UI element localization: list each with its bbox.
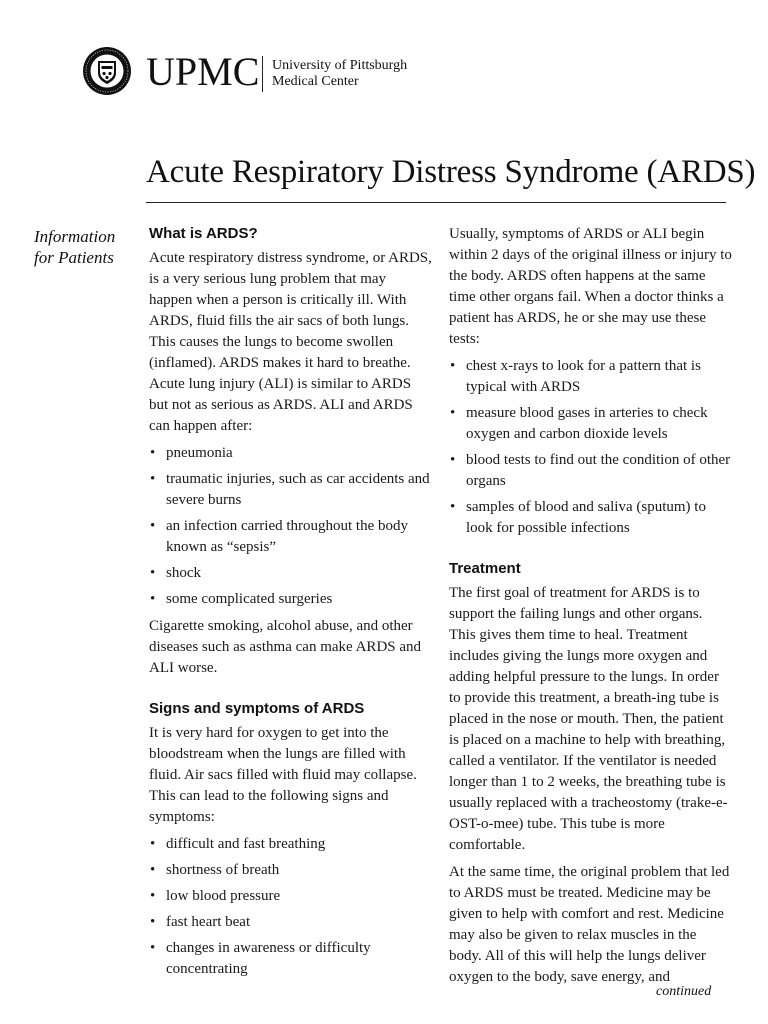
treatment-paragraph: The first goal of treatment for ARDS is to support the failing lungs and other organs. This gives them time to heal. Treatment includes giving the lungs more oxygen and adding helpful pressure to the lungs. In order to provide this treatment, a breath-ing tube is placed in the nose or mouth. Then, the patient is placed on a machine to help with breathing, called a ventilator. If the ventilator is needed longer than 1 to 2 weeks, the breathing tube is usually replaced with a tracheostomy (trake-e-OST-o-mee) tube. This tube is more comfortable.: [449, 585, 728, 853]
brand-subtitle: [272, 58, 407, 90]
brand-subtitle-line2: Medical Center: [272, 74, 359, 89]
upmc-seal-logo: [82, 46, 132, 96]
brand-divider: [262, 56, 263, 92]
list-item: • samples of blood and saliva (sputum) to look for possible infections: [449, 497, 732, 539]
list-item: • pneumonia: [149, 443, 432, 464]
list-item: • shock: [149, 563, 432, 584]
what-is-ards-heading: What is ARDS?: [149, 225, 258, 242]
list-item: • difficult and fast breathing: [149, 834, 432, 855]
list-item: • fast heart beat: [149, 912, 432, 933]
audience-label-line2: for Patients: [34, 248, 114, 267]
tests-list: [449, 356, 732, 539]
right-column: [449, 224, 732, 994]
symptoms-list: [149, 834, 432, 980]
list-item: • measure blood gases in arteries to check oxygen and carbon dioxide levels: [449, 403, 732, 445]
audience-label: [34, 226, 144, 268]
list-item: • low blood pressure: [149, 886, 432, 907]
list-item: • traumatic injuries, such as car accidents and severe burns: [149, 469, 432, 511]
signs-heading: Signs and symptoms of ARDS: [149, 700, 365, 717]
treatment-heading: Treatment: [449, 560, 521, 577]
document-title: Acute Respiratory Distress Syndrome (ARDS): [146, 154, 756, 190]
list-item: • chest x-rays to look for a pattern that is typical with ARDS: [449, 356, 732, 398]
onset-paragraph: Usually, symptoms of ARDS or ALI begin within 2 days of the original illness or injury to the body. ARDS often happens at the same time other organs fail. When a doctor thinks a patient has ARDS, he or she may use these tests:: [449, 226, 732, 347]
audience-label-line1: Information: [34, 227, 116, 246]
title-rule: [146, 202, 726, 203]
brand-name: UPMC: [146, 49, 260, 94]
brand-subtitle-line1: University of Pittsburgh: [272, 58, 408, 73]
list-item: • blood tests to find out the condition of other organs: [449, 450, 732, 492]
list-item: • changes in awareness or difficulty concentrating: [149, 938, 432, 980]
left-column: [149, 224, 432, 986]
causes-list: [149, 443, 432, 610]
list-item: • shortness of breath: [149, 860, 432, 881]
what-is-ards-paragraph: Acute respiratory distress syndrome, or ARDS, is a very serious lung problem that may happen when a person is critically ill. With ARDS, fluid fills the air sacs of both lungs. This causes the lungs to become swollen (inflamed). ARDS makes it hard to breathe. Acute lung injury (ALI) is similar to ARDS but not as serious as ARDS. ALI and ARDS can happen after:: [149, 250, 432, 434]
same-time-paragraph: At the same time, the original problem that led to ARDS must be treated. Medicine may be given to help with comfort and rest. Medicine may also be given to relax muscles in the body. All of this will help the lungs deliver oxygen to the body, save energy, and: [449, 864, 730, 985]
list-item: • some complicated surgeries: [149, 589, 432, 610]
signs-paragraph: It is very hard for oxygen to get into the bloodstream when the lungs are filled with fluid. Air sacs filled with fluid may collapse. This can lead to the following signs and symptoms:: [149, 725, 417, 825]
continued-label: continued: [656, 984, 712, 999]
list-item: • an infection carried throughout the body known as “sepsis”: [149, 516, 432, 558]
risk-factors-paragraph: Cigarette smoking, alcohol abuse, and other diseases such as asthma can make ARDS and ALI worse.: [149, 618, 422, 676]
